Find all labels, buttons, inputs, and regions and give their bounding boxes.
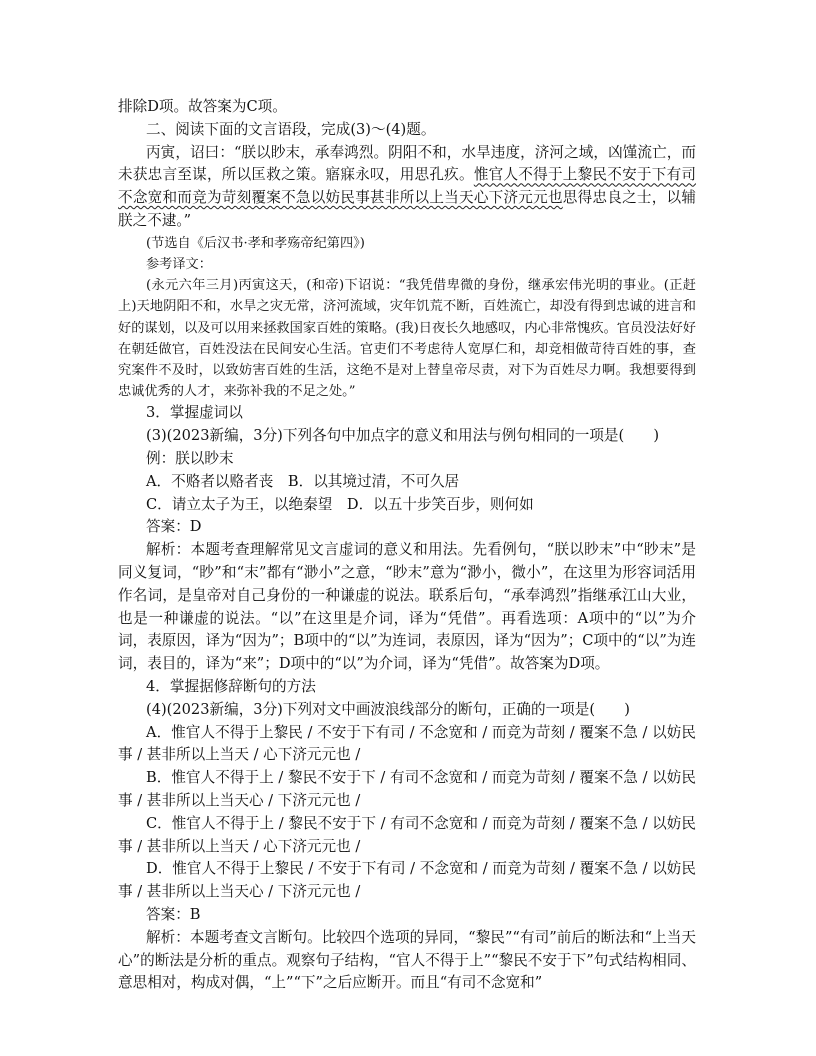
question-3-analysis: 解析：本题考查理解常见文言虚词的意义和用法。先看例句，“朕以眇末”中“眇末”是同义复词，“眇”和“末”都有“渺小”之意，“眇末”意为“渺小，微小”，在这里为形容词活用作名词，是皇帝对自己身份的一种谦虚的说法。联系后句，“承奉鸿烈”指继承江山大业，也是一种谦虚的说法。“以”在这里是介词，译为“凭借”。再看选项：A项中的“以”为介词，表原因，译为“因为”；B项中的“以”为连词，表原因，译为“因为”；C项中的“以”为连词，表目的，译为“来”；D项中的“以”为介词，译为“凭借”。故答案为D项。 [118, 541, 696, 673]
question-4-option-c: C．惟官人不得于上 / 黎民不安于下 / 有司不念宽和 / 而竞为苛刻 / 覆案不急 / 以妨民事 / 甚非所以上当天 / 心下济元元也 / [118, 814, 696, 855]
question-4-option-b: B．惟官人不得于上 / 黎民不安于下 / 有司不念宽和 / 而竞为苛刻 / 覆案不急 / 以妨民事 / 甚非所以上当天心 / 下济元元也 / [118, 769, 696, 809]
question-3-example: 例：朕以眇末 [146, 450, 234, 467]
question-4-analysis: 解析：本题考查文言断句。比较四个选项的异同，“黎民”“有司”前后的断法和“上当天心”的断法是分析的重点。观察句子结构，“官人不得于上”“黎民不安于下”句式结构相同、意思相对，构成对偶，“上”“下”之后应断开。而且“有司不念宽和” [118, 928, 696, 992]
section-heading: 4．掌握据修辞断句的方法 [146, 677, 316, 695]
section-heading: 二、阅读下面的文言语段，完成(3)～(4)题。 [146, 120, 436, 138]
question-4-option-d: D．惟官人不得于上黎民 / 不安于下有司 / 不念宽和 / 而竞为苛刻 / 覆案不急 / 以妨民事 / 甚非所以上当天心 / 下济元元也 / [118, 860, 696, 901]
question-4-option-a: A．惟官人不得于上黎民 / 不安于下有司 / 不念宽和 / 而竞为苛刻 / 覆案不急 / 以妨民事 / 甚非所以上当天 / 心下济元元也 / [118, 723, 696, 764]
question-4-answer: 答案：B [146, 905, 201, 923]
passage-text-end: 思得忠良之士，以辅朕之不逮。” [118, 189, 696, 229]
source-note: (节选自《后汉书·孝和孝殇帝纪第四》) [146, 235, 365, 251]
text-line: 排除D项。故答案为C项。 [118, 98, 287, 115]
question-3-answer: 答案：D [146, 518, 202, 536]
wavy-underlined-text: 惟官人不得于上黎民不安于下有司不念宽和而竞为苛刻覆案不急以妨民事甚非所以上当天心下济元元也 [118, 166, 696, 207]
question-3-options-ab: A．不赂者以赂者丧 B．以其境过清，不可久居 [146, 472, 460, 490]
reference-title: 参考译文： [146, 256, 212, 272]
question-3-options-cd: C．请立太子为王，以绝秦望 D．以五十步笑百步，则何如 [146, 495, 534, 513]
section-heading: 3．掌握虚词以 [146, 404, 243, 422]
question-4: (4)(2023新编，3分)下列对文中画波浪线部分的断句，正确的一项是( ) [146, 700, 630, 718]
passage-text: 丙寅，诏曰：“朕以眇末，承奉鸿烈。阴阳不和，水旱违度，济河之域，凶馑流亡，而未获忠言至谋，所以匡救之策。寤寐永叹，用思孔疚。 [118, 143, 696, 184]
question-3: (3)(2023新编，3分)下列各句中加点字的意义和用法与例句相同的一项是( ) [146, 427, 660, 445]
passage [118, 142, 696, 233]
translation: (永元六年三月)丙寅这天，(和帝)下诏说：“我凭借卑微的身份，继承宏伟光明的事业。(正赶上)天地阴阳不和，水旱之灾无常，济河流域，灾年饥荒不断，百姓流亡，却没有得到忠诚的进言和好的谋划，以及可以用来拯救国家百姓的策略。(我)日夜长久地感叹，内心非常愧疚。官员没法好好在朝廷做官，百姓没法在民间安心生活。官吏们不考虑待人宽厚仁和，却竞相做苛待百姓的事，查究案件不及时，以致妨害百姓的生活，这绝不是对上替皇帝尽责，对下为百姓尽力啊。我想要得到忠诚优秀的人才，来弥补我的不足之处。” [118, 278, 696, 400]
